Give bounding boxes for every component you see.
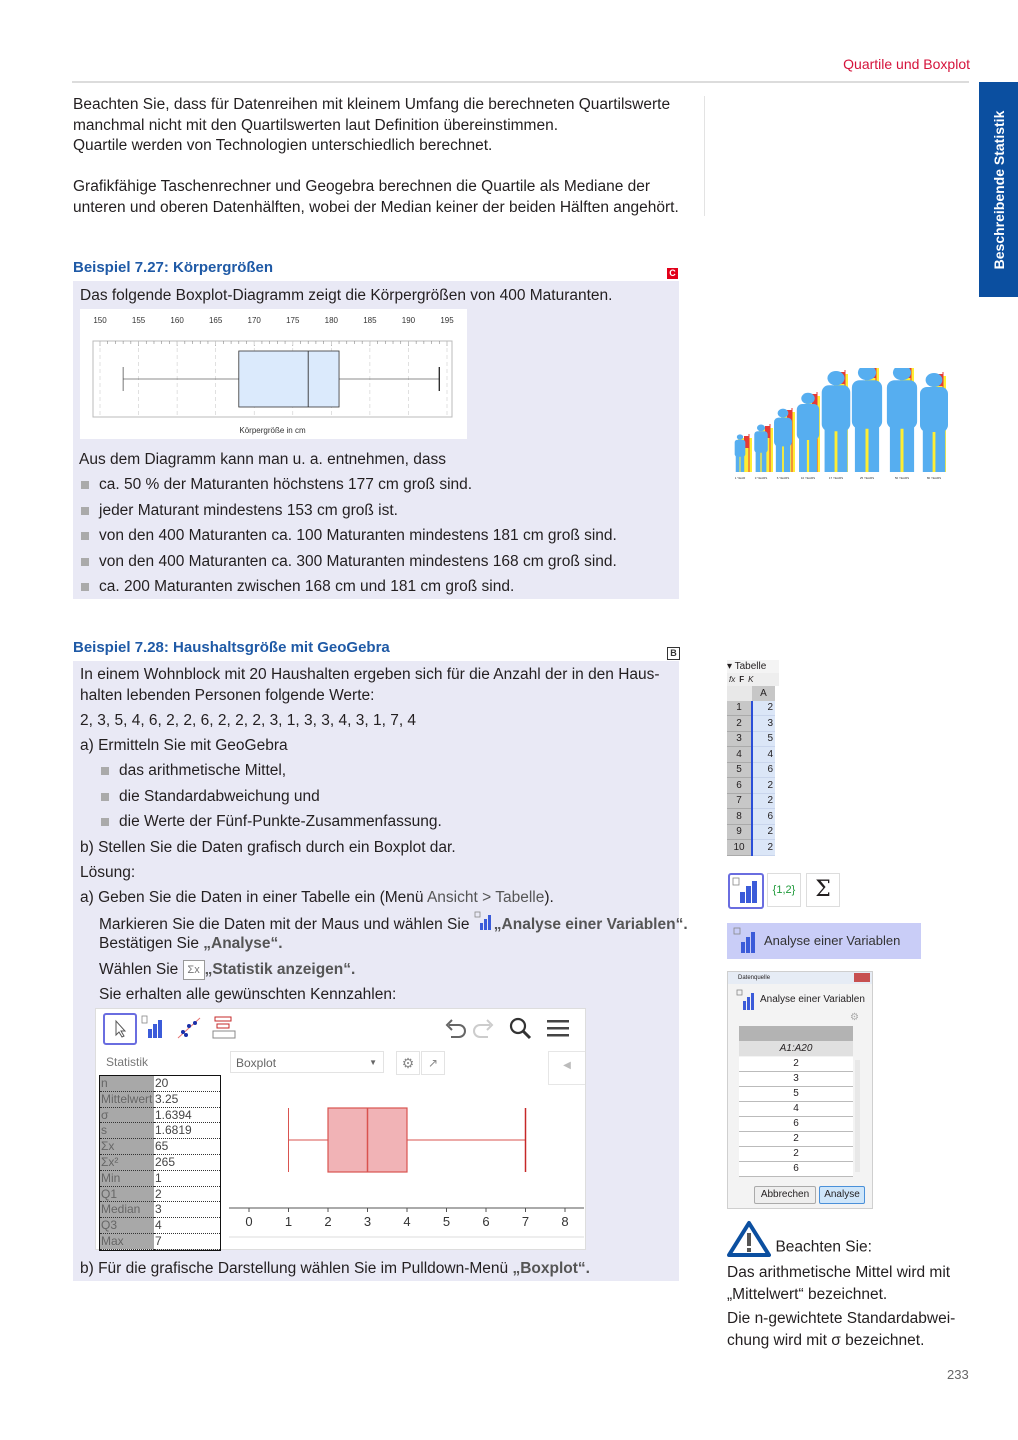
stat-label: Σx [100, 1139, 154, 1155]
note-title: Beachten Sie: [775, 1238, 872, 1256]
stat-row [100, 1123, 220, 1139]
dialog-value-list [739, 1057, 853, 1177]
spreadsheet-title: ▾ Tabelle [727, 660, 779, 673]
tick-label: 6 [482, 1214, 490, 1229]
stat-label: Q1 [100, 1186, 154, 1202]
human-figures-image [728, 368, 962, 480]
cell[interactable]: 2 [752, 793, 775, 809]
solution-result: Sie erhalten alle gewünschten Kennzahlen: [99, 986, 397, 1003]
solution-confirm [99, 931, 283, 956]
redo-icon[interactable] [471, 1017, 496, 1039]
figure-torso [887, 380, 917, 429]
multi-variable-tool-button[interactable] [209, 1013, 239, 1041]
sheet-row [727, 731, 775, 747]
stat-row [100, 1076, 220, 1091]
tick-label: 7 [521, 1214, 530, 1229]
two-variable-tool-button[interactable] [174, 1013, 204, 1041]
stat-value: 2 [154, 1186, 220, 1202]
close-icon[interactable] [854, 973, 870, 982]
stat-row [100, 1218, 220, 1234]
show-statistics-icon: Σx [183, 960, 205, 980]
dialog-settings-icon[interactable]: ⚙ [850, 1012, 859, 1023]
stat-row [100, 1139, 220, 1155]
text-line: Das arithmetische Mittel wird mit [727, 1264, 951, 1281]
analysis-toolbar-popup [727, 873, 921, 961]
solution-label: Lösung: [80, 864, 136, 881]
figure-torso [822, 385, 851, 431]
warning-icon [727, 1220, 771, 1258]
list-item: die Standardabweichung und [99, 784, 442, 810]
row-number[interactable]: 2 [727, 716, 752, 732]
note-paragraph-1 [727, 1262, 997, 1305]
multi-boxplot-icon [209, 1013, 239, 1041]
stat-label: n [100, 1076, 154, 1091]
text: Wählen Sie [99, 961, 183, 978]
example-lead: Aus dem Diagramm kann man u. a. entnehmen, dass [79, 451, 447, 468]
text: Markieren Sie die Daten mit der Maus und wählen Sie [99, 916, 474, 934]
menu-tabelle: Tabelle [495, 889, 545, 906]
text-line: halten lebenden Personen folgende Werte: [80, 687, 375, 704]
figure-leg [736, 455, 740, 472]
figure-leg [799, 436, 807, 472]
example-7-27-title: Beispiel 7.27: Körpergrößen [73, 259, 274, 276]
stat-label: Min [100, 1170, 154, 1186]
text-line: Die n-gewichtete Standardabwei- [727, 1310, 956, 1327]
tick-label: 165 [208, 316, 223, 325]
difficulty-badge-b: B [667, 647, 680, 660]
create-list-button[interactable]: {1,2} [767, 873, 801, 907]
example-7-27-box [73, 281, 679, 599]
list-item: das arithmetische Mittel, [99, 758, 442, 784]
cell[interactable]: 2 [752, 778, 775, 794]
menu-item-label: Analyse einer Variablen [764, 933, 901, 948]
menu-ansicht: Ansicht [426, 889, 478, 906]
stat-value: 3 [154, 1202, 220, 1218]
figure-torso [797, 404, 819, 440]
stat-label: Mittelwert [101, 1091, 153, 1106]
household-boxplot-chart [229, 1079, 584, 1239]
tick-label: 4 [403, 1214, 411, 1229]
stat-label: Q3 [100, 1218, 154, 1234]
sheet-row [727, 747, 775, 763]
page-number: 233 [947, 1367, 969, 1382]
age-label: 50 YEARS [894, 476, 910, 480]
stat-label: s [100, 1123, 154, 1139]
statistics-values [100, 1076, 220, 1250]
bar-chart-icon [733, 927, 761, 955]
list-item: von den 400 Maturanten ca. 100 Maturanten mindestens 181 cm groß sind. [79, 523, 617, 549]
data-values: 2, 3, 5, 4, 6, 2, 2, 6, 2, 2, 2, 3, 1, 3, 3, 4, 3, 1, 7, 4 [80, 712, 417, 729]
dialog-header-row [739, 1026, 853, 1041]
text-line: Grafikfähige Taschenrechner und Geogebra berechnen die Quartile als Mediane der [73, 178, 651, 195]
tick-label: 3 [363, 1214, 372, 1229]
figure-leg [809, 436, 817, 472]
row-number[interactable]: 4 [727, 747, 752, 763]
tick-label: 5 [442, 1214, 451, 1229]
geogebra-window [95, 1008, 586, 1250]
dropdown-arrow-icon: ▼ [369, 1058, 377, 1067]
scatter-plot-icon [174, 1013, 204, 1041]
dialog-value[interactable]: 6 [739, 1162, 853, 1177]
chapter-tab [979, 82, 1018, 297]
age-label: 10 YEARS [800, 476, 816, 480]
spreadsheet-view [727, 660, 779, 856]
example-intro: Das folgende Boxplot-Diagramm zeigt die Körpergrößen von 400 Maturanten. [80, 287, 613, 304]
italic-button[interactable]: K [748, 675, 754, 684]
sheet-row [727, 762, 775, 778]
figure-leg [935, 427, 945, 472]
figure-leg [837, 426, 847, 472]
dialog-heading: Analyse einer Variablen [760, 994, 865, 1005]
tick-label: 185 [363, 316, 377, 325]
text: ). [544, 889, 554, 906]
figure-leg [784, 443, 790, 472]
text: „Analyse einer Variablen“. [493, 916, 688, 934]
bar-chart-icon [736, 989, 758, 1011]
tick-label: 2 [324, 1214, 332, 1229]
cell[interactable]: 6 [752, 809, 775, 825]
list-item: die Werte der Fünf-Punkte-Zusammenfassung. [99, 809, 442, 835]
figure-torso [852, 380, 882, 429]
figure-torso [754, 431, 767, 453]
cell[interactable]: 3 [752, 716, 775, 732]
stat-value: 4 [154, 1218, 220, 1234]
chapter-tab-label: Beschreibende Statistik [990, 110, 1007, 269]
conclusion-list [79, 472, 617, 600]
iqr-box [239, 351, 339, 407]
task-a-list [99, 758, 442, 835]
age-label: 80 YEARS [926, 476, 942, 480]
tick-label: 195 [440, 316, 454, 325]
move-tool-button[interactable] [103, 1013, 137, 1045]
solution-a [80, 885, 554, 910]
cell[interactable]: 5 [752, 731, 775, 747]
height-boxplot-chart [80, 309, 467, 439]
tick-label: 1 [284, 1214, 293, 1229]
stat-row [100, 1091, 220, 1107]
stat-row [100, 1107, 220, 1123]
solution-b [80, 1256, 590, 1281]
tick-label: 190 [401, 316, 416, 325]
column-header-a[interactable]: A [752, 686, 775, 701]
age-label: 17 YEARS [828, 476, 844, 480]
statistics-table [99, 1075, 221, 1251]
dialog-value[interactable]: 2 [739, 1057, 853, 1072]
cell[interactable]: 2 [752, 824, 775, 840]
hamburger-menu-icon[interactable] [546, 1018, 570, 1038]
sheet-row [727, 716, 775, 732]
age-label: 1 YEAR [734, 476, 746, 480]
note-box [727, 1220, 997, 1351]
figure-leg [756, 450, 761, 472]
dialog-value[interactable]: 2 [739, 1132, 853, 1147]
stat-value: 265 [154, 1154, 220, 1170]
stat-row [100, 1202, 220, 1218]
stat-value: 3.25 [154, 1091, 220, 1107]
spreadsheet-title-text: Tabelle [734, 661, 767, 672]
stat-label: Max [100, 1233, 154, 1249]
stat-label: Σx² [100, 1154, 154, 1170]
formula-button[interactable]: fx [729, 675, 736, 684]
list-item: jeder Maturant mindestens 153 cm groß ist. [79, 498, 617, 524]
age-label: 6 YEARS [776, 476, 790, 480]
dialog-value[interactable]: 4 [739, 1102, 853, 1117]
tick-label: 160 [170, 316, 184, 325]
column-divider [704, 96, 705, 216]
text-line: „Mittelwert“ bezeichnet. [727, 1285, 888, 1303]
cancel-button[interactable]: Abbrechen [754, 1186, 816, 1204]
plot-type-value: Boxplot [236, 1056, 277, 1070]
sheet-row [727, 824, 775, 840]
row-number[interactable]: 3 [727, 731, 752, 747]
stat-row [100, 1170, 220, 1186]
stat-label: Median [100, 1202, 154, 1218]
stat-row [100, 1233, 220, 1249]
stat-value: 65 [154, 1139, 220, 1155]
figure-head [757, 424, 765, 431]
undo-icon[interactable] [443, 1017, 468, 1039]
search-icon[interactable] [508, 1016, 533, 1040]
menu-separator: > [477, 889, 496, 906]
figure-torso [920, 387, 948, 432]
one-variable-analysis-button[interactable] [728, 873, 764, 909]
analyse-button[interactable]: Analyse [819, 1186, 865, 1204]
collapse-panel-icon[interactable]: ◀ [548, 1051, 585, 1085]
tick-label: 8 [561, 1214, 569, 1229]
figure-head [827, 371, 844, 385]
list-item: ca. 200 Maturanten zwischen 168 cm und 181 cm groß sind. [79, 574, 617, 600]
figure-leg [825, 426, 835, 472]
stat-value: 7 [154, 1233, 220, 1249]
data-range: A1:A20 [739, 1041, 853, 1056]
header-divider [72, 81, 969, 83]
plot-type-select[interactable] [230, 1051, 384, 1073]
row-number[interactable]: 8 [727, 809, 752, 825]
cell[interactable]: 2 [752, 840, 775, 856]
text-line: Beachten Sie, dass für Datenreihen mit kleinem Umfang die berechneten Quartilswerte [73, 96, 671, 113]
bar-chart-icon [730, 875, 762, 907]
example-7-28-title: Beispiel 7.28: Haushaltsgröße mit GeoGebra [73, 639, 390, 656]
sheet-row [727, 778, 775, 794]
note-paragraph-2 [727, 1308, 997, 1351]
figure-leg [776, 443, 782, 472]
one-variable-tool-button[interactable] [139, 1013, 169, 1041]
tick-label: 150 [93, 316, 107, 325]
list-item: von den 400 Maturanten ca. 300 Maturanten mindestens 168 cm groß sind. [79, 549, 617, 575]
dialog-value[interactable]: 5 [739, 1087, 853, 1102]
text-line: manchmal nicht mit den Quartilswerten laut Definition übereinstimmen. [73, 116, 559, 134]
tick-label: 155 [131, 316, 146, 325]
figure-leg [890, 423, 901, 472]
data-source-dialog [727, 971, 873, 1209]
sheet-row [727, 701, 775, 716]
cell[interactable]: 4 [752, 747, 775, 763]
figure-leg [741, 455, 745, 472]
export-icon[interactable]: ↗ [421, 1051, 445, 1075]
geogebra-boxplot-area [229, 1079, 584, 1239]
sheet-row [727, 809, 775, 825]
bar-chart-icon [139, 1013, 169, 1041]
cursor-icon [105, 1015, 133, 1041]
text-line: unteren und oberen Datenhälften, wobei der Median keiner der beiden Hälften angehört. [73, 198, 679, 216]
text-line: In einem Wohnblock mit 20 Haushalten ergeben sich für die Anzahl der in den Haus- [80, 666, 660, 683]
figure-torso [735, 440, 746, 457]
sheet-row [727, 840, 775, 856]
text: „Boxplot“. [512, 1260, 590, 1277]
settings-gear-icon[interactable]: ⚙ [396, 1051, 420, 1075]
tick-label: 170 [247, 316, 261, 325]
text-line: chung wird mit σ bezeichnet. [727, 1331, 925, 1349]
stat-value: 1 [154, 1170, 220, 1186]
age-label: 3 YEARS [754, 476, 768, 480]
text: „Statistik anzeigen“. [204, 961, 356, 978]
figure-head [926, 373, 943, 387]
figure-leg [762, 450, 767, 472]
bold-button[interactable]: F [739, 675, 745, 684]
running-header: Quartile und Boxplot [843, 56, 970, 72]
text: Bestätigen Sie [99, 935, 204, 952]
task-a: a) Ermitteln Sie mit GeoGebra [80, 737, 288, 754]
solution-choose [99, 957, 355, 982]
dialog-scrollbar[interactable] [855, 1060, 860, 1172]
stat-row [100, 1154, 220, 1170]
row-number[interactable]: 6 [727, 778, 752, 794]
text: „Analyse“. [203, 935, 283, 952]
dialog-title: Datenquelle [738, 975, 771, 981]
dialog-value[interactable]: 6 [739, 1117, 853, 1132]
stat-label: σ [100, 1107, 154, 1123]
tick-label: 0 [245, 1214, 253, 1229]
task-b: b) Stellen Sie die Daten grafisch durch ein Boxplot dar. [80, 839, 456, 856]
row-number[interactable]: 7 [727, 793, 752, 809]
spreadsheet-toolbar [727, 673, 779, 686]
difficulty-badge-c: C [667, 268, 678, 279]
figure-torso [774, 418, 792, 447]
row-number[interactable]: 5 [727, 762, 752, 778]
cell[interactable]: 6 [752, 762, 775, 778]
row-number[interactable]: 1 [727, 701, 752, 716]
figure-leg [923, 427, 933, 472]
statistics-header: Statistik [101, 1051, 226, 1073]
figure-leg [855, 423, 866, 472]
text-line: Quartile werden von Technologien unterschiedlich berechnet. [73, 137, 493, 154]
figure-leg [904, 423, 915, 472]
figure-head [801, 393, 814, 404]
intro-paragraph-2 [73, 177, 679, 218]
cell[interactable]: 2 [752, 701, 775, 716]
sheet-row [727, 793, 775, 809]
height-boxplot-figure [80, 309, 467, 439]
figure-leg [869, 423, 880, 472]
row-number[interactable]: 9 [727, 824, 752, 840]
stat-value: 1.6394 [154, 1107, 220, 1123]
sum-button[interactable]: Σ [806, 873, 840, 907]
stat-value: 1.6819 [154, 1123, 220, 1139]
row-number[interactable]: 10 [727, 840, 752, 856]
stat-value: 20 [154, 1076, 220, 1091]
stat-row [100, 1186, 220, 1202]
body-height-illustration [728, 368, 962, 480]
intro-paragraph-1 [73, 95, 670, 157]
dialog-value[interactable]: 2 [739, 1147, 853, 1162]
figure-head [778, 409, 789, 418]
figure-head [737, 434, 743, 439]
menu-item-analyse-einer-variablen[interactable] [727, 923, 921, 959]
age-label: 25 YEARS [859, 476, 875, 480]
text: a) Geben Sie die Daten in einer Tabelle ein (Menü [80, 889, 427, 906]
one-variable-analysis-icon [474, 911, 494, 939]
x-axis-label: Körpergröße in cm [239, 426, 306, 435]
tick-label: 180 [324, 316, 339, 325]
list-item: ca. 50 % der Maturanten höchstens 177 cm groß sind. [79, 472, 617, 498]
dialog-value[interactable]: 3 [739, 1072, 853, 1087]
tick-label: 175 [286, 316, 300, 325]
text: b) Für die grafische Darstellung wählen Sie im Pulldown-Menü [80, 1260, 513, 1277]
dialog-titlebar [728, 972, 872, 984]
spreadsheet-grid [727, 686, 775, 856]
